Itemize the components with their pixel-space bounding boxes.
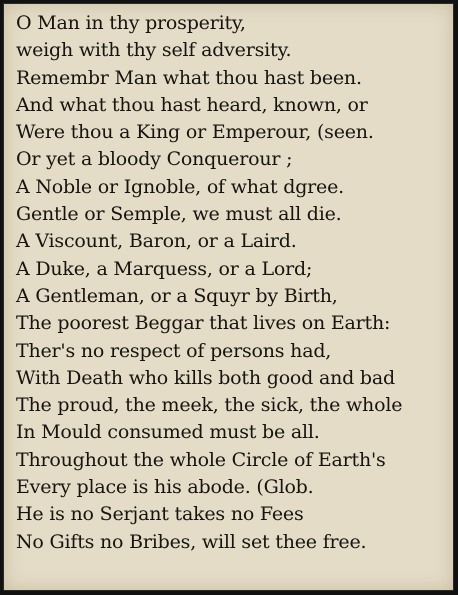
poem-line: O Man in thy prosperity,	[16, 12, 246, 34]
poem-line: He is no Serjant takes no Fees	[16, 503, 304, 526]
poem-line: No Gifts no Bribes, will set thee free.	[16, 530, 367, 553]
poem-line: weigh with thy self adversity.	[16, 39, 292, 62]
poem-line: Were thou a King or Emperour, (seen.	[16, 121, 374, 144]
poem-line: The poorest Beggar that lives on Earth:	[16, 312, 391, 335]
poem-line: Ther's no respect of persons had,	[16, 339, 332, 362]
poem-line: The proud, the meek, the sick, the whole	[16, 394, 403, 417]
poem-line: Throughout the whole Circle of Earth's	[16, 448, 386, 471]
poem-line: A Duke, a Marquess, or a Lord;	[16, 257, 313, 280]
poem-line: And what thou hast heard, known, or	[16, 93, 368, 116]
poem-line: A Gentleman, or a Squyr by Birth,	[16, 284, 338, 307]
poem-line: Or yet a bloody Conquerour ;	[16, 148, 293, 171]
poem-line: A Noble or Ignoble, of what dgree.	[16, 175, 344, 198]
poem-text	[16, 10, 445, 556]
poem-line: Gentle or Semple, we must all die.	[16, 203, 342, 226]
poem-line: A Viscount, Baron, or a Laird.	[16, 230, 297, 253]
poem-line: With Death who kills both good and bad	[16, 366, 395, 389]
poem-line: Remembr Man what thou hast been.	[16, 66, 362, 89]
poem-line: In Mould consumed must be all.	[16, 421, 320, 444]
document-page	[3, 3, 454, 591]
poem-line: Every place is his abode. (Glob.	[16, 476, 314, 499]
